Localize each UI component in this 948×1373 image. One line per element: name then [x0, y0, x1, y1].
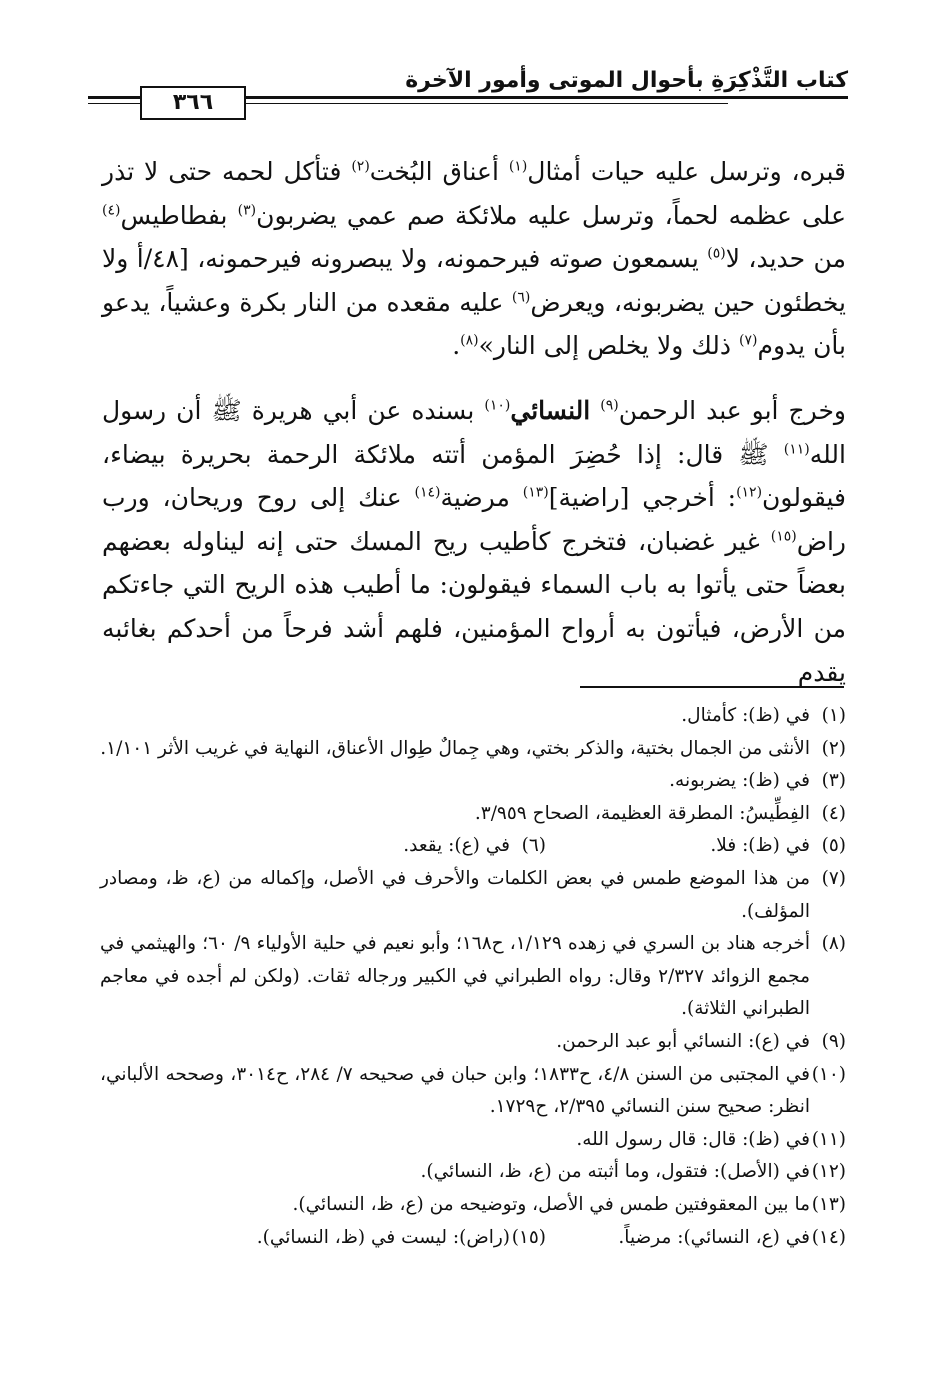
text-run: عنك إلى روح وريحان، ورب راض: [102, 483, 846, 556]
text-run: وخرج أبو عبد الرحمن: [618, 395, 846, 425]
footnote-text: الأنثى من الجمال بختية، والذكر بختي، وهي جِمالٌ طِوال الأعناق، النهاية في غريب الأثر ١/١٠١.: [100, 737, 810, 759]
footnote-number: (١٢): [811, 1161, 846, 1183]
footnote-ref: (١٥): [770, 528, 797, 545]
footnote-ref: (٨): [460, 333, 479, 350]
footnote-text: في (ظ): فلا.: [710, 835, 810, 857]
footnote-ref: (١٠): [484, 397, 511, 414]
text-run: .: [452, 331, 461, 361]
footnote-text: في (ظ): كأمثال.: [681, 705, 810, 726]
text-run: غير غضبان، فتخرج كأطيب ريح المسك حتى إنه ليناوله بعضهم بعضاً حتى يأتوا به باب السماء فيقولون: ما أطيب هذه الريح التي جاءتكم من الأرض، فيأتون به أرواح المؤمنين، فلهم أشد فرحاً من أحدكم بغائبه يقدم: [102, 526, 846, 687]
footnote-ref: (٢): [351, 158, 370, 175]
footnote-ref: (١٤): [414, 484, 441, 501]
paragraph-2: [102, 389, 846, 694]
footnote-14: [546, 1222, 846, 1255]
text-run: : أخرجي [راضية]: [548, 483, 737, 513]
footnote-ref: (٦): [511, 289, 531, 306]
footnote: [100, 1059, 846, 1124]
footnote-list-2: [100, 863, 846, 1222]
footnote-text: في (ظ): يضربونه.: [669, 770, 810, 792]
footnote-5: [546, 830, 846, 863]
footnote-pair-5-6: [100, 830, 846, 863]
text-run: يسمعون صوته فيرحمونه، ولا يبصرونه فيرحمونه، [٤٨/أ ولا يخطئون حين يضربونه، ويعرض: [102, 244, 846, 317]
footnote-ref: (٧): [739, 333, 758, 350]
footnote: [100, 1026, 846, 1059]
footnote-6: [403, 830, 546, 863]
footnote-15: [257, 1222, 546, 1255]
text-run: عليه مقعده من النار بكرة وعشياً، يدعو بأن يدوم: [102, 287, 846, 361]
text-run: أعناق البُخت: [369, 157, 509, 186]
footnote-ref: (١٣): [522, 484, 549, 501]
footnote: [100, 765, 846, 798]
footnote: [100, 1189, 846, 1222]
footnote-number: (١٤): [811, 1226, 846, 1248]
footnote-number: (١٥): [511, 1226, 546, 1248]
footnote-number: (١١): [811, 1128, 846, 1150]
footnote-text: في (ع، النسائي): مرضياً.: [618, 1226, 810, 1248]
footnote-ref: (١١): [783, 441, 810, 458]
footnote-text: في (ظ): قال: قال رسول الله.: [576, 1128, 810, 1150]
footnote-ref: (١): [508, 158, 528, 175]
footnote-number: (٢): [821, 737, 846, 759]
main-text: [102, 150, 846, 694]
footnote-pair-14-15: [100, 1222, 846, 1255]
footnote-number: (١): [821, 705, 846, 726]
footnote-number: (١٠): [811, 1063, 846, 1085]
text-run: [590, 396, 600, 425]
footnote-text: في (ع): يقعد.: [403, 835, 510, 857]
running-header: [88, 60, 848, 116]
footnote-ref: (٣): [237, 202, 257, 219]
footnote-separator: [580, 686, 844, 688]
footnote-text: في (الأصل): فتقول، وما أثبته من (ع، ظ، النسائي).: [420, 1161, 810, 1183]
text-run: قبره، وترسل عليه حيات أمثال: [527, 157, 847, 186]
footnotes: [100, 700, 846, 1254]
footnote: [100, 1124, 846, 1157]
footnote-ref: (٩): [600, 397, 619, 414]
footnote: [100, 863, 846, 928]
book-title: كتاب التَّذْكِرَةِ بأحوال الموتى وأمور الآخرة: [405, 68, 848, 93]
footnote-number: (٨): [821, 933, 846, 955]
footnote-text: ما بين المعقوفتين طمس في الأصل، وتوضيحه من (ع، ظ، النسائي).: [292, 1193, 810, 1215]
footnote-number: (٩): [821, 1030, 846, 1052]
footnote-text: في (ع): النسائي أبو عبد الرحمن.: [556, 1030, 810, 1052]
footnote-number: (٣): [821, 770, 846, 792]
footnote-number: (٦): [521, 835, 546, 857]
footnote: [100, 733, 846, 766]
footnote-ref: (٤): [102, 202, 121, 219]
text-run: ﷺ قال: إذا حُضِرَ المؤمن أتته ملائكة الرحمة بحريرة بيضاء، فيقولون: [102, 439, 846, 513]
paragraph-1: [102, 150, 846, 368]
footnote-text: الفِطِّيسُ: المطرقة العظيمة، الصحاح ٣/٩٥٩.: [474, 802, 810, 824]
footnote-number: (٧): [821, 867, 846, 889]
text-run: مرضية: [440, 483, 523, 513]
footnote-text: في المجتبى من السنن ٤/٨، ح١٨٣٣؛ وابن حبان في صحيحه ٧/ ٢٨٤، ح٣٠١٤، وصححه الألباني، انظر: صحيح سنن النسائي ٢/٣٩٥، ح١٧٢٩.: [100, 1063, 811, 1118]
footnote-number: (٥): [821, 835, 846, 857]
footnote-ref: (١٢): [736, 484, 763, 501]
footnote: [100, 928, 846, 1026]
footnote: [100, 798, 846, 831]
text-run: ذلك ولا يخلص إلى النار»: [478, 331, 740, 361]
footnote-text: من هذا الموضع طمس في بعض الكلمات والأحرف في الأصل، وإكماله من (ع، ظ، ومصادر المؤلف).: [100, 867, 810, 922]
text-run: فتأكل لحمه حتى لا تذر على عظمه لحماً، وترسل عليه ملائكة صم عمي يضربون: [102, 157, 847, 230]
page-number: ٣٦٦: [140, 86, 246, 120]
text-run: بفطاطيس: [120, 200, 238, 230]
footnote-text: (راض): ليست في (ظ، النسائي).: [256, 1226, 510, 1248]
bold-name: النسائي: [510, 395, 591, 425]
text-run: بسنده عن أبي هريرة ﷺ أن رسول الله: [102, 395, 846, 469]
footnote-ref: (٥): [707, 245, 726, 262]
footnote-text: أخرجه هناد بن السري في زهده ١/١٢٩، ح١٦٨؛ وأبو نعيم في حلية الأولياء ٩/ ٦٠؛ والهيثمي في مجمع الزوائد ٢/٣٢٧ وقال: رواه الطبراني في الكبير ورجاله ثقات. (ولكن لم أجده في معاجم الطبراني الثلاثة).: [100, 933, 811, 1020]
text-run: من حديد، لا: [725, 244, 846, 274]
footnote: [100, 1156, 846, 1189]
footnote-list-1: [100, 700, 846, 830]
footnote-number: (٤): [821, 802, 846, 824]
footnote-number: (١٣): [811, 1193, 846, 1215]
footnote: [100, 700, 846, 733]
